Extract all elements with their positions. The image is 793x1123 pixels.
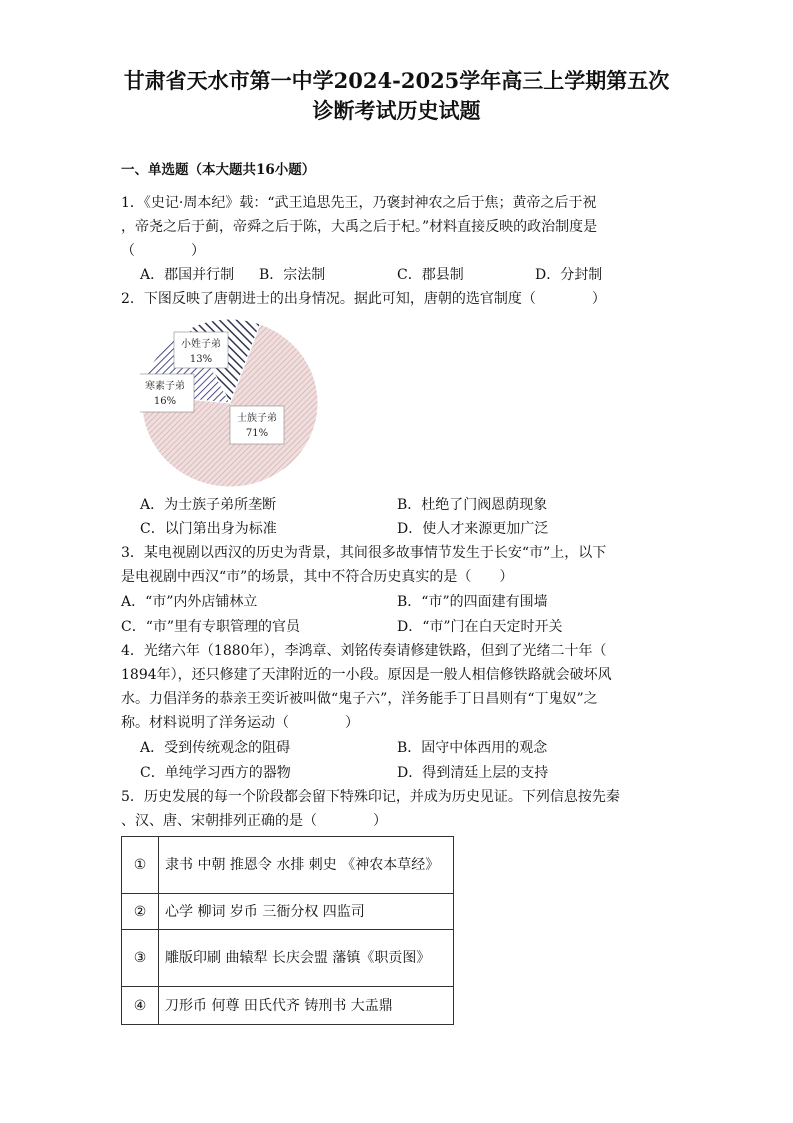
pie-slice-value: 71% (245, 428, 269, 439)
row-number: ① (122, 837, 159, 894)
pie-slice-value: 16% (153, 396, 177, 407)
q1-option-c: C．郡县制 (397, 267, 464, 283)
q3-option-a: A．“市”内外店铺林立 (121, 594, 258, 610)
exam-title-line1: 甘肃省天水市第一中学2024-2025学年高三上学期第五次 (123, 68, 670, 93)
row-text: 心学 柳词 岁币 三衙分权 四监司 (159, 894, 454, 930)
q2-line1: 2．下图反映了唐朝进士的出身情况。据此可知，唐朝的选官制度（ ） (121, 291, 606, 307)
row-text: 隶书 中朝 推恩令 水排 刺史 《神农本草经》 (159, 837, 454, 894)
q3-option-b: B．“市”的四面建有围墙 (397, 594, 548, 610)
q5-table (121, 836, 454, 1025)
row-text: 刀形币 何尊 田氏代齐 铸刑书 大盂鼎 (159, 987, 454, 1025)
q5-line2: 、汉、唐、宋朝排列正确的是（ ） (121, 813, 387, 829)
table-row (122, 837, 454, 894)
q4-option-d: D．得到清廷上层的支持 (397, 765, 549, 781)
q1-option-b: B．宗法制 (259, 267, 326, 283)
q4-option-c: C．单纯学习西方的器物 (140, 765, 291, 781)
q4-option-b: B．固守中体西用的观念 (397, 740, 548, 756)
q4-option-a: A．受到传统观念的阻碍 (140, 740, 291, 756)
row-number: ③ (122, 930, 159, 987)
q4-line4: 称。材料说明了洋务运动（ ） (121, 715, 359, 731)
pie-slice-value: 13% (189, 354, 213, 365)
q1-line2: ，帝尧之后于蓟，帝舜之后于陈，大禹之后于杞。”材料直接反映的政治制度是 (121, 219, 598, 235)
table-row (122, 987, 454, 1025)
q5-line1: 5．历史发展的每一个阶段都会留下特殊印记，并成为历史见证。下列信息按先秦 (121, 789, 620, 805)
row-number: ② (122, 894, 159, 930)
row-text: 雕版印刷 曲辕犁 长庆会盟 藩镇《职贡图》 (159, 930, 454, 987)
section-heading: 一、单选题（本大题共16小题） (121, 162, 316, 178)
pie-chart (140, 318, 320, 490)
q3-line2: 是电视剧中西汉“市”的场景，其中不符合历史真实的是（ ） (121, 569, 514, 585)
q4-line2: 1894年），还只修建了天津附近的一小段。原因是一般人相信修铁路就会破坏风 (121, 667, 612, 683)
q1-line3: （ ） (121, 243, 205, 259)
q2-option-c: C．以门第出身为标准 (140, 521, 277, 537)
q3-option-c: C．“市”里有专职管理的官员 (121, 619, 301, 635)
q3-line1: 3．某电视剧以西汉的历史为背景，其间很多故事情节发生于长安“市”上，以下 (121, 545, 607, 561)
q4-line1: 4．光绪六年（1880年），李鸿章、刘铭传奏请修建铁路，但到了光绪二十年（ (121, 643, 607, 659)
q4-line3: 水。力倡洋务的恭亲王奕䜣被叫做“鬼子六”，洋务能手丁日昌则有“丁鬼奴”之 (121, 691, 598, 707)
q1-option-a: A．郡国并行制 (140, 267, 235, 283)
row-number: ④ (122, 987, 159, 1025)
pie-slice-label: 小姓子弟 (181, 339, 221, 350)
q2-option-b: B．杜绝了门阀恩荫现象 (397, 497, 548, 513)
q1-line1: 1．《史记·周本纪》载：“武王追思先王，乃褒封神农之后于焦；黄帝之后于祝 (121, 195, 597, 211)
q2-option-d: D．使人才来源更加广泛 (397, 521, 549, 537)
exam-title-line2: 诊断考试历史试题 (312, 98, 481, 123)
table-row (122, 894, 454, 930)
q3-option-d: D．“市”门在白天定时开关 (397, 619, 563, 635)
q1-option-d: D．分封制 (535, 267, 603, 283)
pie-slice-label: 士族子弟 (237, 413, 277, 424)
table-row (122, 930, 454, 987)
pie-slice-label: 寒素子弟 (145, 381, 185, 392)
q2-option-a: A．为士族子弟所垄断 (140, 497, 277, 513)
